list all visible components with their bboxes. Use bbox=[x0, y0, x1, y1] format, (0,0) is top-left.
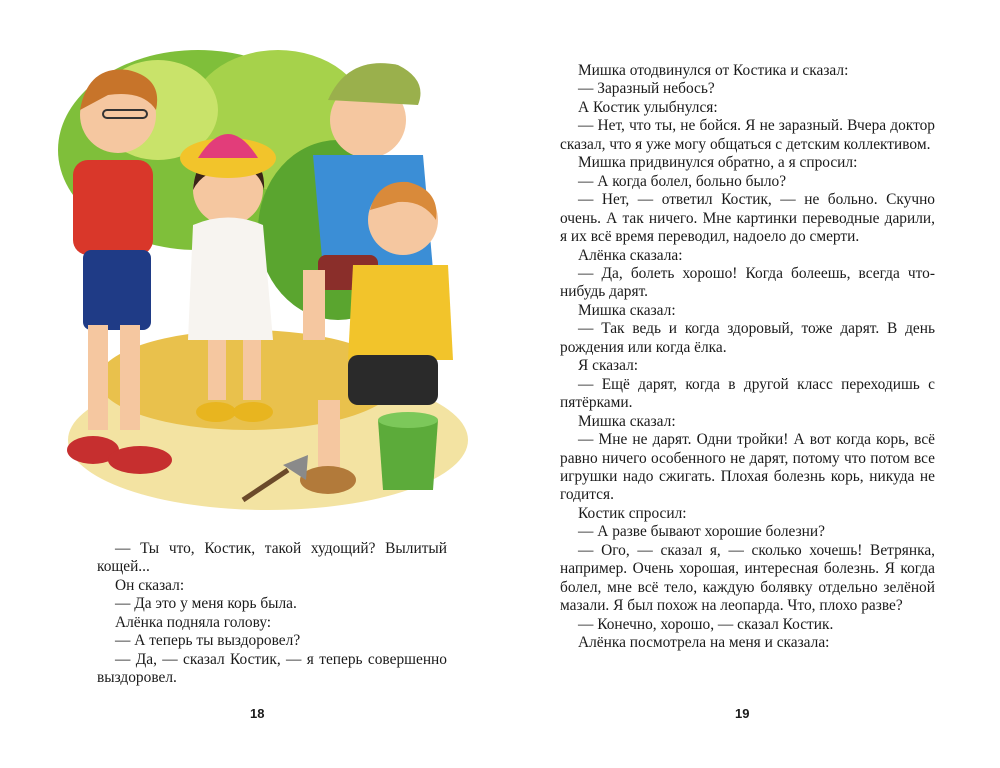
girl-shoe-1 bbox=[196, 402, 236, 422]
paragraph: Мишка сказал: bbox=[578, 301, 676, 319]
paragraph: Он сказал: bbox=[115, 576, 185, 594]
paragraph: — Да, — сказал Костик, — я теперь совершенно выздоровел. bbox=[97, 650, 447, 687]
girl-dress bbox=[188, 218, 273, 341]
bucket-rim bbox=[378, 412, 438, 428]
paragraph: — Нет, что ты, не бойся. Я не заразный. Вчера доктор сказал, что я уже могу общаться с детским коллективом. bbox=[560, 117, 935, 153]
paragraph: — Ты что, Костик, такой худощий? Вылитый кощей... bbox=[97, 540, 447, 576]
paragraph: — Мне не дарят. Одни тройки! А вот когда корь, всё равно ничего особенного не дарят, потому что потом все игрушки надо сжигать. Плохая болезнь корь, никуда не годится. bbox=[560, 431, 935, 504]
paragraph: Алёнка посмотрела на меня и сказала: bbox=[578, 634, 830, 652]
boy-yellow-shirt bbox=[348, 265, 453, 360]
children-illustration bbox=[48, 40, 468, 510]
illustration bbox=[48, 40, 468, 510]
paragraph: — Ещё дарят, когда в другой класс переходишь с пятёрками. bbox=[560, 375, 935, 412]
girl-leg-2 bbox=[243, 340, 261, 400]
paragraph: А Костик улыбнулся: bbox=[578, 98, 718, 116]
girl-shoe-2 bbox=[233, 402, 273, 422]
paragraph: Я сказал: bbox=[578, 357, 639, 375]
boy-blue-cap bbox=[328, 63, 421, 105]
paragraph: — Так ведь и когда здоровый, тоже дарят. В день рождения или когда ёлка. bbox=[560, 320, 935, 356]
boy-yellow-leg bbox=[318, 400, 340, 470]
paragraph: Мишка сказал: bbox=[578, 412, 676, 430]
paragraph: Алёнка сказала: bbox=[578, 246, 683, 264]
paragraph: Мишка придвинулся обратно, а я спросил: bbox=[578, 154, 858, 172]
boy-yellow-shorts bbox=[348, 355, 438, 405]
paragraph: — Нет, — ответил Костик, — не больно. Скучно очень. А так ничего. Мне картинки переводные дарили, я их всё время переводил, надоело до смерти. bbox=[560, 191, 935, 246]
paragraph: — Конечно, хорошо, — сказал Костик. bbox=[578, 615, 834, 633]
left-text bbox=[97, 540, 447, 688]
girl-leg-1 bbox=[208, 340, 226, 400]
page-number-left: 18 bbox=[250, 706, 265, 721]
boy-left-shoe-2 bbox=[108, 446, 172, 474]
paragraph: — Да, болеть хорошо! Когда болеешь, всегда что-нибудь дарят. bbox=[560, 264, 935, 301]
paragraph: Алёнка подняла голову: bbox=[115, 613, 272, 631]
paragraph: — А когда болел, больно было? bbox=[578, 172, 787, 190]
right-text bbox=[560, 62, 935, 653]
boy-blue-leg bbox=[303, 270, 325, 340]
page-number-right: 19 bbox=[735, 706, 750, 721]
right-page bbox=[505, 0, 1000, 768]
paragraph: — А разве бывают хорошие болезни? bbox=[578, 523, 825, 541]
paragraph: — А теперь ты выздоровел? bbox=[115, 632, 301, 650]
paragraph: Костик спросил: bbox=[578, 504, 687, 522]
paragraph: — Ого, — сказал я, — сколько хочешь! Ветрянка, например. Очень хорошая, интересная болезнь. Я когда болел, мне всё тело, каждую болявку отдельно зелёной мазали. Я был похож на леопарда. Что, плохо разве? bbox=[560, 541, 935, 615]
paragraph: — Да это у меня корь была. bbox=[115, 595, 297, 613]
boy-left-shirt bbox=[73, 160, 153, 255]
paragraph: Мишка отодвинулся от Костика и сказал: bbox=[578, 62, 849, 79]
boy-left-shorts bbox=[83, 250, 151, 330]
bucket bbox=[378, 420, 438, 490]
boy-yellow-shoe bbox=[300, 466, 356, 494]
boy-left-leg-1 bbox=[88, 325, 108, 430]
boy-left-leg-2 bbox=[120, 325, 140, 430]
left-page bbox=[0, 0, 490, 768]
paragraph: — Заразный небось? bbox=[578, 80, 715, 98]
